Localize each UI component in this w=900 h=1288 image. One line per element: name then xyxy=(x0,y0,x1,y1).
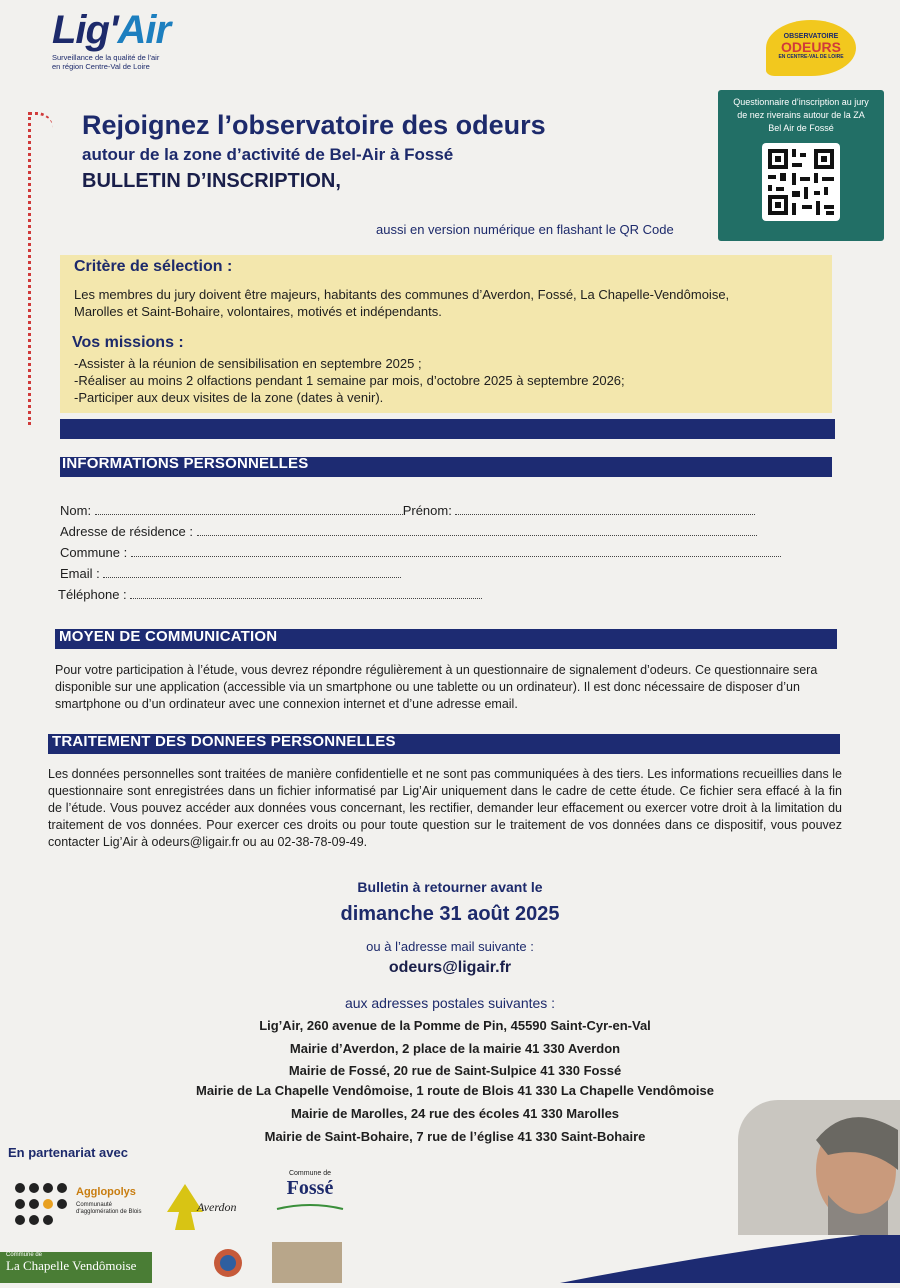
communication-heading: MOYEN DE COMMUNICATION xyxy=(59,628,278,645)
logo-tagline-1: Surveillance de la qualité de l'air xyxy=(52,53,160,62)
email-field[interactable]: Email : xyxy=(60,566,420,582)
data-processing-heading: TRAITEMENT DES DONNEES PERSONNELLES xyxy=(52,733,396,750)
decorative-dotted-line xyxy=(28,112,53,425)
footer-wave xyxy=(560,1230,900,1283)
commune-field[interactable]: Commune : xyxy=(60,545,790,561)
address-line: Mairie de Fossé, 20 rue de Saint-Sulpice 41 330 Fossé xyxy=(288,1063,622,1078)
partners-heading: En partenariat avec xyxy=(8,1145,128,1160)
communication-text: Pour votre participation à l’étude, vous devrez répondre régulièrement à un questionnaire de signalement d’odeurs. Ce questionnaire sera disponible sur une application (accessible via un smartphone ou une tablette ou un ordinateur). Il est donc nécessaire de disposer d’un smartphone ou d’un ordinateur avec une connexion internet et d’une adresse email. xyxy=(55,663,818,711)
page-subtitle: autour de la zone d’activité de Bel-Air à Fossé xyxy=(82,145,454,164)
ligair-logo: Lig'Air Surveillance de la qualité de l'air en région Centre-Val de Loire xyxy=(52,8,171,71)
qr-text-line-1: Questionnaire d’inscription au jury xyxy=(733,97,869,107)
return-intro: Bulletin à retourner avant le xyxy=(357,879,543,895)
portrait-photo xyxy=(738,1100,900,1235)
address-line: Mairie d’Averdon, 2 place de la mairie 41 330 Averdon xyxy=(289,1041,621,1056)
return-date: dimanche 31 août 2025 xyxy=(340,903,560,925)
prenom-label: Prénom: xyxy=(402,503,452,518)
missions-list xyxy=(74,355,625,406)
data-processing-text: Les données personnelles sont traitées de manière confidentielle et ne sont pas communiquées à des tiers. Les informations recueillies dans le questionnaire sont enregistrées dans un fichier informatisé par Lig’Air uniquement dans le cadre de cette étude. Ce fichier sera effacé à la fin de l’étude. Vous pouvez accéder aux données vous concernant, les rectifier, demander leur effacement ou exercer votre droit à la limitation du traitement de vos données. Pour exercer ces droits ou pour toute question sur le traitement de vos données dans ce dispositif, vous pouvez contacter Lig’Air à odeurs@ligair.fr ou au 02-38-78-09-49. xyxy=(48,767,842,849)
address-line: Lig’Air, 260 avenue de la Pomme de Pin, 45590 Saint-Cyr-en-Val xyxy=(259,1018,651,1033)
form-title: BULLETIN D’INSCRIPTION, xyxy=(82,170,341,192)
address-line: Mairie de La Chapelle Vendômoise, 1 route de Blois 41 330 La Chapelle Vendômoise xyxy=(195,1083,714,1098)
criteria-text: Les membres du jury doivent être majeurs, habitants des communes d’Averdon, Fossé, La Chapelle-Vendômoise, Marolles et Saint-Bohaire, volontaires, motivés et indépendants. xyxy=(74,287,730,319)
telephone-field[interactable]: Téléphone : xyxy=(58,587,498,603)
qr-code-icon[interactable] xyxy=(762,143,840,221)
nom-field[interactable]: Nom: Prénom: xyxy=(60,503,770,519)
adresse-field[interactable]: Adresse de résidence : xyxy=(60,524,770,540)
mission-item: -Participer aux deux visites de la zone (dates à venir). xyxy=(74,390,384,405)
mission-item: -Réaliser au moins 2 olfactions pendant 1 semaine par mois, d’octobre 2025 à septembre 2026; xyxy=(74,373,625,388)
address-line: Mairie de Saint-Bohaire, 7 rue de l’église 41 330 Saint-Bohaire xyxy=(264,1129,646,1144)
separator-bar xyxy=(60,419,835,439)
logo-tagline-2: en région Centre-Val de Loire xyxy=(52,62,150,71)
observatoire-odeurs-badge: OBSERVATOIRE ODEURS EN CENTRE-VAL DE LOIRE xyxy=(766,20,856,76)
chapelle-name: La Chapelle Vendômoise xyxy=(6,1258,137,1273)
qr-text-line-3: Bel Air de Fossé xyxy=(768,123,834,133)
fosse-name: Fossé xyxy=(286,1177,334,1199)
agglopolys-logo xyxy=(12,1180,162,1230)
chapelle-vendomoise-logo: Commune de La Chapelle Vendômoise xyxy=(0,1252,152,1283)
page-title: Rejoignez l’observatoire des odeurs xyxy=(82,110,546,140)
digital-version-note: aussi en version numérique en flashant le QR Code xyxy=(376,222,674,237)
mission-item: -Assister à la réunion de sensibilisation en septembre 2025 ; xyxy=(74,356,422,371)
averdon-logo xyxy=(165,1182,260,1232)
return-email[interactable]: odeurs@ligair.fr xyxy=(388,959,512,976)
fosse-logo: Commune de Fossé xyxy=(270,1170,350,1230)
personal-info-heading: INFORMATIONS PERSONNELLES xyxy=(62,455,309,472)
mail-intro: ou à l’adresse mail suivante : xyxy=(366,939,534,954)
partner-emblem-icon xyxy=(206,1246,250,1280)
qr-text-line-2: de nez riverains autour de la ZA xyxy=(737,110,865,120)
agglopolys-sub: Communauté d'agglomération de Blois xyxy=(76,1202,142,1215)
postal-intro: aux adresses postales suivantes : xyxy=(344,995,556,1011)
averdon-name: Averdon xyxy=(197,1200,237,1214)
address-line: Mairie de Marolles, 24 rue des écoles 41 330 Marolles xyxy=(290,1106,620,1121)
agglopolys-name: Agglopolys xyxy=(76,1186,136,1198)
town-photo-icon xyxy=(272,1242,342,1283)
criteria-heading: Critère de sélection : xyxy=(74,258,233,275)
qr-code-card[interactable] xyxy=(718,90,884,241)
missions-heading: Vos missions : xyxy=(72,334,184,351)
